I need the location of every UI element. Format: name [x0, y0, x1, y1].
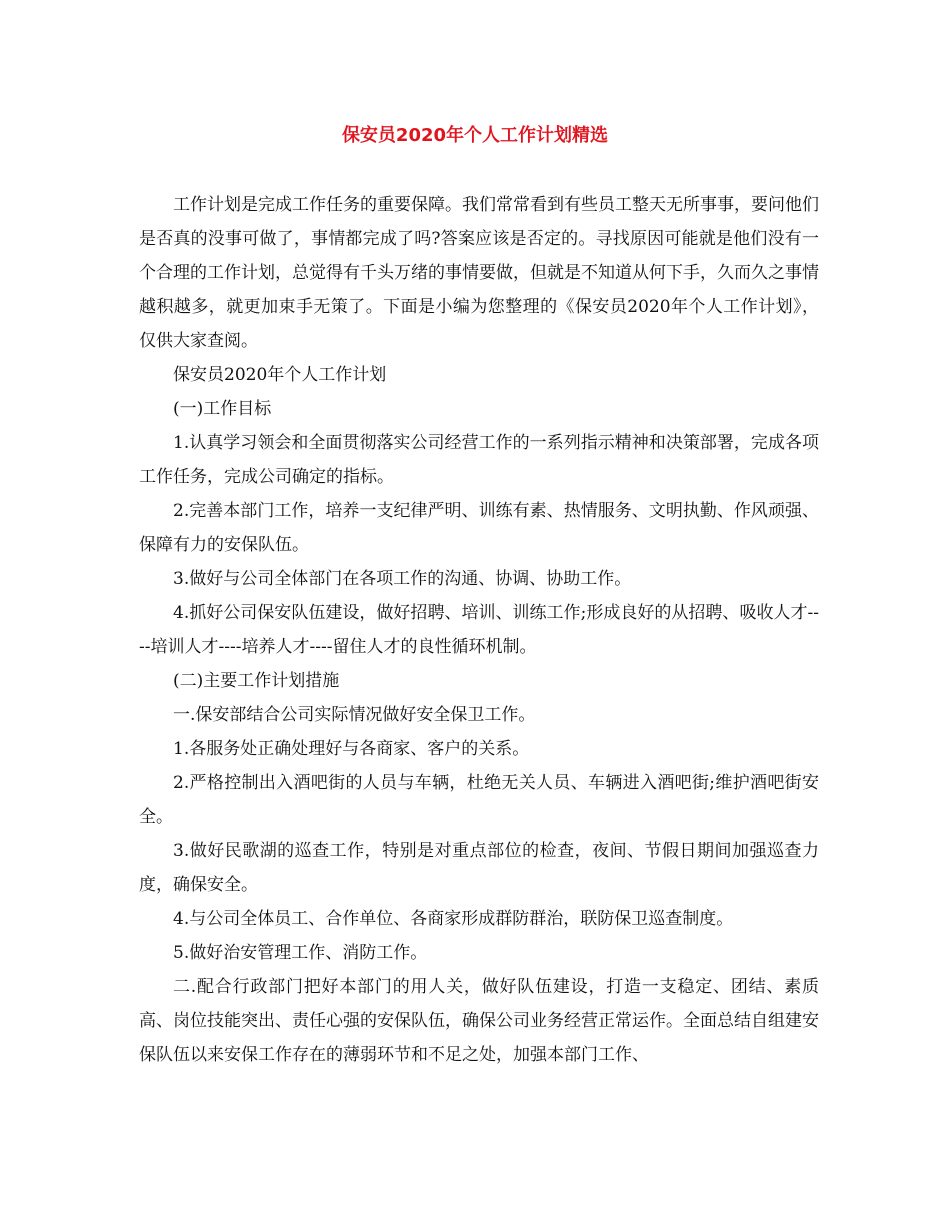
- goal-item-2: 2.完善本部门工作，培养一支纪律严明、训练有素、热情服务、文明执勤、作风顽强、保障有力的安保队伍。: [139, 501, 819, 555]
- measure-heading-2: 二.配合行政部门把好本部门的用人关，做好队伍建设，打造一支稳定、团结、素质高、岗位技能突出、责任心强的安保队伍，确保公司业务经营正常运作。全面总结自组建安保队伍以来安保工作存在的薄弱环节和不足之处，加强本部门工作、: [139, 977, 819, 1065]
- measure-item-1: 1.各服务处正确处理好与各商家、客户的关系。: [173, 739, 530, 759]
- goal-item-4: 4.抓好公司保安队伍建设，做好招聘、培训、训练工作;形成良好的从招聘、吸收人才----培训人才----培养人才----留住人才的良性循环机制。: [139, 603, 819, 657]
- measure-item-2: 2.严格控制出入酒吧街的人员与车辆，杜绝无关人员、车辆进入酒吧街;维护酒吧街安全。: [139, 773, 819, 827]
- paragraph-plan-heading: 保安员2020年个人工作计划: [173, 365, 387, 385]
- measure-heading-1: 一.保安部结合公司实际情况做好安全保卫工作。: [173, 705, 536, 725]
- document-title: 保安员2020年个人工作计划精选: [341, 125, 609, 146]
- measure-item-4: 4.与公司全体员工、合作单位、各商家形成群防群治，联防保卫巡查制度。: [173, 909, 734, 929]
- measure-item-3: 3.做好民歌湖的巡查工作，特别是对重点部位的检查，夜间、节假日期间加强巡查力度，确保安全。: [139, 841, 819, 895]
- paragraph-intro: 工作计划是完成工作任务的重要保障。我们常常看到有些员工整天无所事事，要问他们是否真的没事可做了，事情都完成了吗?答案应该是否定的。寻找原因可能就是他们没有一个合理的工作计划，总觉得有千头万绪的事情要做，但就是不知道从何下手，久而久之事情越积越多，就更加束手无策了。下面是小编为您整理的《保安员2020年个人工作计划》，仅供大家查阅。: [139, 195, 819, 351]
- goal-item-3: 3.做好与公司全体部门在各项工作的沟通、协调、协助工作。: [173, 569, 632, 589]
- section-heading-measures: (二)主要工作计划措施: [173, 671, 340, 691]
- document-body: [139, 188, 819, 1072]
- measure-item-5: 5.做好治安管理工作、消防工作。: [173, 943, 428, 963]
- goal-item-1: 1.认真学习领会和全面贯彻落实公司经营工作的一系列指示精神和决策部署，完成各项工作任务，完成公司确定的指标。: [139, 433, 819, 487]
- section-heading-goals: (一)工作目标: [173, 399, 272, 419]
